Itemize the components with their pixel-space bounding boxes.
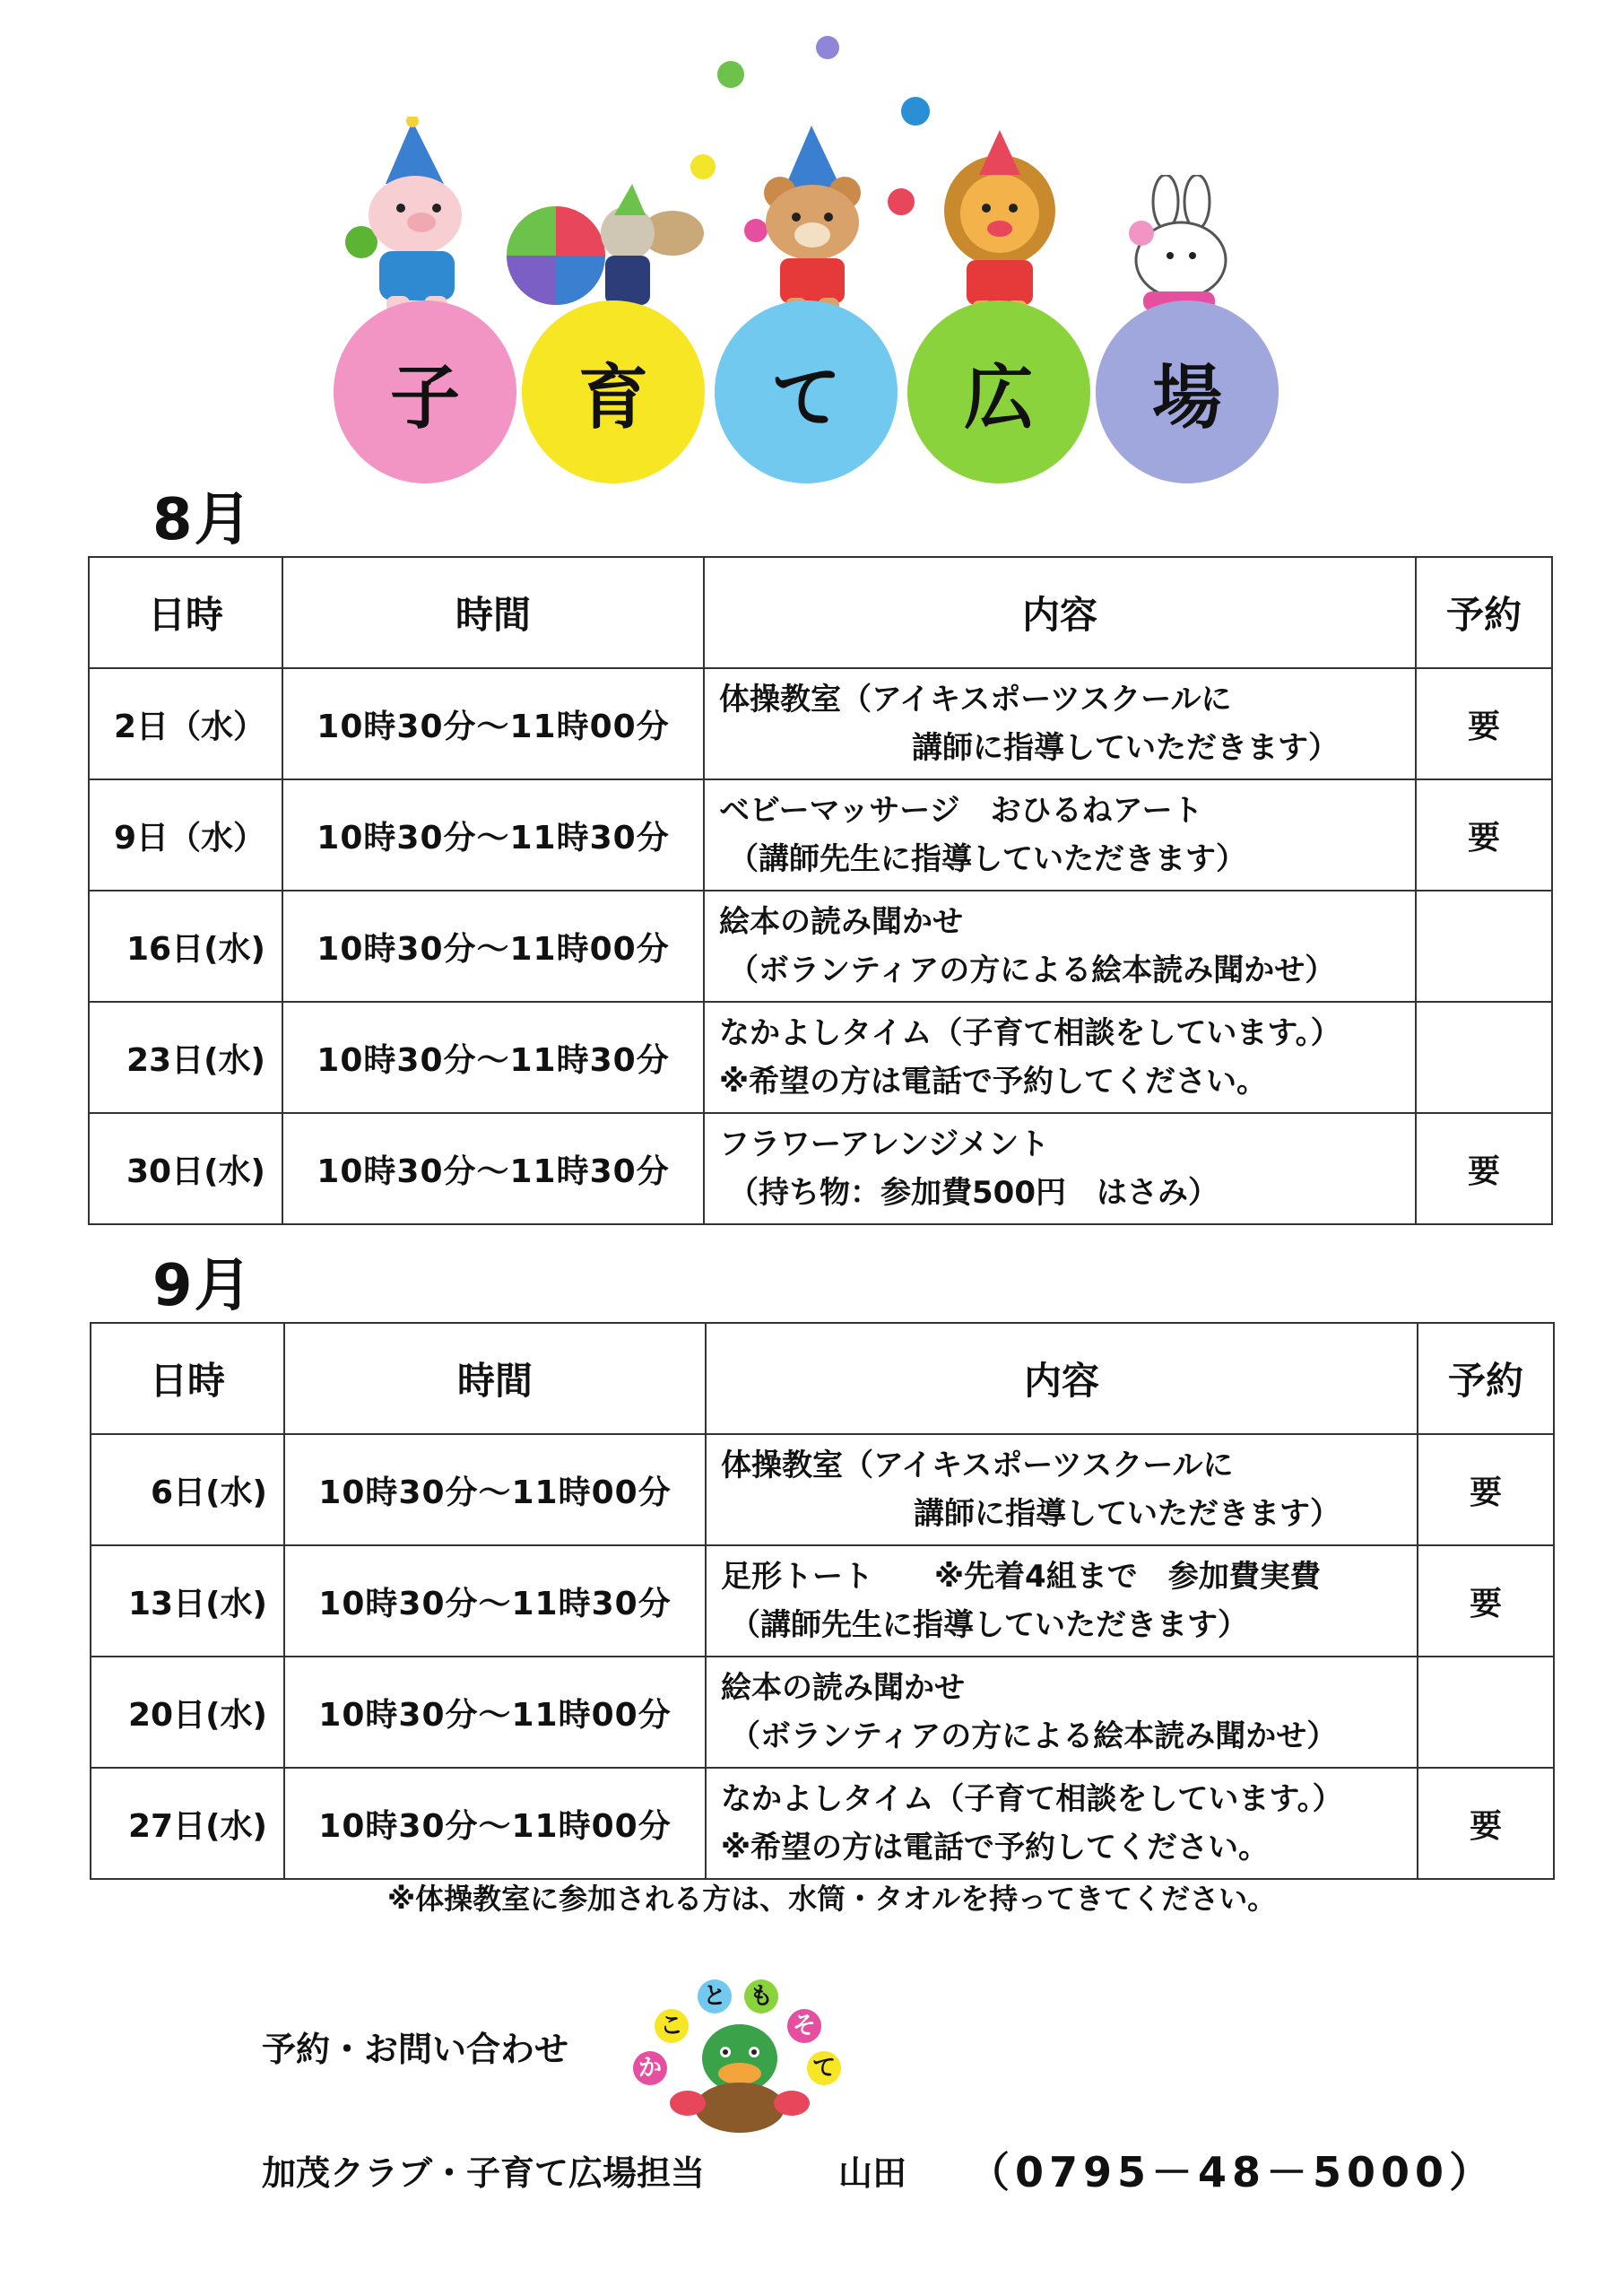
cell-content	[704, 1113, 1416, 1224]
cell-time: 10時30分～11時30分	[282, 1002, 704, 1113]
content-line-2: （ボランティアの方による絵本読み聞かせ）	[730, 1718, 1338, 1754]
content-line-2: （持ち物：参加費500円 はさみ）	[728, 1175, 1219, 1211]
content-line-1: 体操教室（アイキスポーツスクールに	[721, 1448, 1234, 1483]
title-ball-5: 場	[1096, 300, 1279, 483]
cell-date: 9日（水）	[89, 779, 282, 891]
col-header-content: 内容	[706, 1323, 1418, 1434]
col-header-reservation: 予約	[1418, 1323, 1554, 1434]
content-line-1: 絵本の読み聞かせ	[719, 904, 963, 940]
cell-reservation: 要	[1416, 668, 1552, 779]
cell-date: 2日（水）	[89, 668, 282, 779]
content-line-2: 講師に指導していただきます）	[914, 1496, 1340, 1532]
content-line-1: ベビーマッサージ おひるねアート	[719, 793, 1203, 829]
title-ball-1: 子	[334, 300, 516, 483]
content-line-2: （講師先生に指導していただきます）	[728, 841, 1246, 877]
cell-date: 23日(水)	[89, 1002, 282, 1113]
cell-content	[706, 1657, 1418, 1768]
content-line-1: 足形トート ※先着4組まで 参加費実費	[721, 1559, 1321, 1595]
table-header-row	[91, 1323, 1554, 1434]
cell-date: 13日(水)	[91, 1545, 284, 1657]
table-row	[91, 1657, 1554, 1768]
duck-mascot-logo	[628, 1969, 847, 2135]
cell-date: 30日(水)	[89, 1113, 282, 1224]
cell-time: 10時30分～11時00分	[284, 1768, 706, 1879]
table-row	[91, 1545, 1554, 1657]
cell-reservation	[1416, 1002, 1552, 1113]
cell-reservation: 要	[1418, 1768, 1554, 1879]
table-row	[91, 1434, 1554, 1545]
cell-content	[704, 891, 1416, 1002]
logo-char: そ	[787, 2009, 821, 2043]
month-title-september: 9月	[152, 1253, 254, 1319]
cell-time: 10時30分～11時00分	[282, 891, 704, 1002]
confetti-dot	[888, 188, 915, 215]
month-title-august: 8月	[152, 487, 254, 553]
cell-reservation	[1418, 1657, 1554, 1768]
cell-reservation: 要	[1418, 1545, 1554, 1657]
cell-content	[706, 1545, 1418, 1657]
confetti-dot	[717, 61, 744, 88]
schedule-table-september	[90, 1322, 1555, 1880]
cell-date: 20日(水)	[91, 1657, 284, 1768]
cell-reservation: 要	[1416, 779, 1552, 891]
table-row	[89, 891, 1552, 1002]
cell-time: 10時30分～11時30分	[284, 1545, 706, 1657]
col-header-content: 内容	[704, 557, 1416, 668]
contact-person: 山田	[838, 2153, 907, 2193]
belongings-note: ※体操教室に参加される方は、水筒・タオルを持ってきてください。	[387, 1882, 1277, 1916]
content-line-1: フラワーアレンジメント	[719, 1126, 1050, 1162]
table-row	[89, 668, 1552, 779]
cell-time: 10時30分～11時30分	[282, 1113, 704, 1224]
content-line-1: 絵本の読み聞かせ	[721, 1670, 965, 1706]
schedule-table-august	[88, 556, 1553, 1225]
table-header-row	[89, 557, 1552, 668]
table-row	[89, 779, 1552, 891]
cell-time: 10時30分～11時30分	[282, 779, 704, 891]
confetti-dot	[816, 36, 839, 59]
cell-content	[704, 668, 1416, 779]
logo-char: か	[633, 2051, 667, 2085]
table-row	[89, 1113, 1552, 1224]
contact-name: 加茂クラブ・子育て広場担当	[262, 2153, 706, 2193]
col-header-time: 時間	[282, 557, 704, 668]
cell-date: 6日(水)	[91, 1434, 284, 1545]
confetti-dot	[901, 97, 930, 126]
content-line-2: ※希望の方は電話で予約してください。	[721, 1830, 1270, 1866]
content-line-2: （ボランティアの方による絵本読み聞かせ）	[728, 952, 1336, 988]
cell-content	[704, 1002, 1416, 1113]
cell-content	[706, 1434, 1418, 1545]
logo-char: こ	[655, 2009, 689, 2043]
cell-time: 10時30分～11時00分	[284, 1657, 706, 1768]
content-line-1: なかよしタイム（子育て相談をしています。）	[721, 1781, 1343, 1817]
lion-character-icon	[924, 126, 1076, 327]
logo-char: と	[698, 1979, 732, 2013]
table-row	[89, 1002, 1552, 1113]
content-line-2: ※希望の方は電話で予約してください。	[719, 1064, 1268, 1100]
content-line-1: 体操教室（アイキスポーツスクールに	[719, 682, 1232, 718]
title-ball-4: 広	[907, 300, 1090, 483]
col-header-date: 日時	[91, 1323, 284, 1434]
cell-reservation: 要	[1416, 1113, 1552, 1224]
table-row	[91, 1768, 1554, 1879]
content-line-2: 講師に指導していただきます）	[912, 730, 1339, 766]
col-header-reservation: 予約	[1416, 557, 1552, 668]
cell-content	[704, 779, 1416, 891]
duck-icon	[668, 2018, 811, 2135]
title-ball-3: て	[715, 300, 898, 483]
inquiry-label: 予約・お問い合わせ	[262, 2030, 569, 2069]
cell-time: 10時30分～11時00分	[284, 1434, 706, 1545]
col-header-time: 時間	[284, 1323, 706, 1434]
cell-date: 16日(水)	[89, 891, 282, 1002]
pig-character-icon	[354, 117, 489, 323]
cell-time: 10時30分～11時00分	[282, 668, 704, 779]
content-line-2: （講師先生に指導していただきます）	[730, 1607, 1248, 1643]
logo-char: も	[744, 1979, 778, 2013]
cell-reservation: 要	[1418, 1434, 1554, 1545]
contact-phone: （0795－48－5000）	[968, 2148, 1496, 2196]
cell-date: 27日(水)	[91, 1768, 284, 1879]
confetti-dot	[690, 154, 716, 179]
content-line-1: なかよしタイム（子育て相談をしています。）	[719, 1015, 1341, 1051]
logo-char: て	[807, 2051, 841, 2085]
cell-reservation	[1416, 891, 1552, 1002]
col-header-date: 日時	[89, 557, 282, 668]
cell-content	[706, 1768, 1418, 1879]
bear-character-icon	[744, 126, 879, 323]
rabbit-character-icon	[1116, 175, 1242, 318]
title-ball-2: 育	[522, 300, 705, 483]
